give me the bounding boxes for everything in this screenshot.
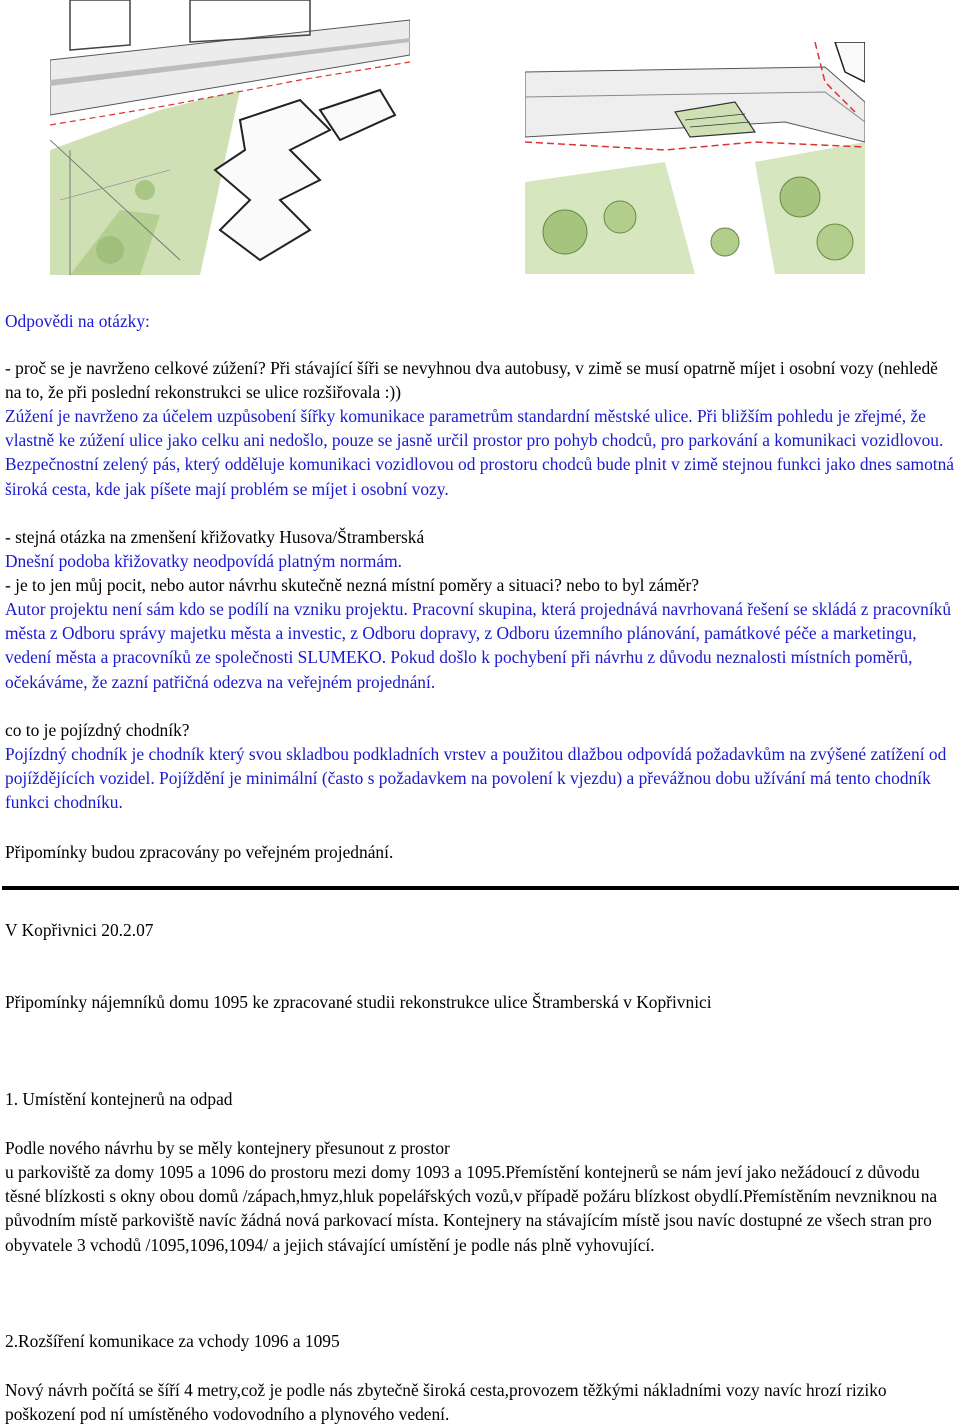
answer-4: Pojízdný chodník je chodník který svou skladbou podkladních vrstev a použitou dlažbou odpovídá požadavkům na zvýšené zatížení od pojíždějících vozidel. Pojíždění je minimální (často s požadavkem na povolení k vjezdu) a převážnou dobu užívání má tento chodník funkci chodníku. [5,744,947,813]
question-4: co to je pojízdný chodník? [5,720,190,740]
answer-2: Dnešní podoba křižovatky neodpovídá platným normám. [5,551,403,571]
question-3: - je to jen můj pocit, nebo autor návrhu skutečně nezná místní poměry a situaci? nebo to byl záměr? [5,575,699,595]
plan-drawing-right [525,42,865,274]
question-2: - stejná otázka na zmenšení křižovatky Husova/Štramberská [5,527,425,547]
answer-1: Zúžení je navrženo za účelem uzpůsobení šířky komunikace parametrům standardní městské ulice. Při bližším pohledu je zřejmé, že vlastně ke zúžení ulice jako celku ani nedošlo, pouze se jasně určil prostor pro pohyb chodců, pro parkování a komunikaci vozidlovou. Bezpečnostní zelený pás, který odděluje komunikaci vozidlovou od prostoru chodců bude plnit v zimě stejnou funkci jako dnes samotná široká cesta, kde jak píšete mají problém se míjet i osobní vozy. [5,406,955,499]
answers-heading: Odpovědi na otázky: [5,311,150,331]
street-plan-sketch-right [525,42,865,274]
place-date: V Kopřivnici 20.2.07 [5,920,154,940]
answer-3: Autor projektu není sám kdo se podílí na vzniku projektu. Pracovní skupina, která projednává navrhovaná řešení se skládá z pracovníků města z Odboru správy majetku města a investic, z Odboru dopravy, z Odboru územního plánování, památkové péče a marketingu, vedení města a pracovníků ze společnosti SLUMEKO. Pokud došlo k pochybení při návrhu z důvodu neznalosti místních poměrů, očekáváme, že zazní patřičná odezva na veřejném projednání. [5,599,952,692]
section-1-intro: Podle nového návrhu by se měly kontejnery přesunout z prostor [5,1138,450,1158]
closing-note: Připomínky budou zpracovány po veřejném projednání. [5,842,394,862]
question-1: - proč se je navrženo celkové zúžení? Při stávající šíři se nevyhnou dva autobusy, v zimě se musí opatrně míjet i osobní vozy (nehledě na to, že při poslední rekonstrukci se ulice rozšiřovala :)) [5,358,938,403]
section-2-heading: 2.Rozšíření komunikace za vchody 1096 a 1095 [5,1331,340,1351]
section-1-body: u parkoviště za domy 1095 a 1096 do prostoru mezi domy 1093 a 1095.Přemístění kontejnerů se nám jeví jako nežádoucí z důvodu těsné blízkosti s okny obou domů /zápach,hmyz,hluk popelářských vozů,v případě požáru blízkost obydlí.Přemístěním nevzniknou na původním místě parkoviště navíc žádná nová parkovací místa. Kontejnery na stávajícím místě jsou navíc dostupné ze všech stran pro obyvatele 3 vchodů /1095,1096,1094/ a jejich stávající umístění je podle nás plně vyhovující. [5,1162,938,1255]
section-1-heading: 1. Umístění kontejnerů na odpad [5,1089,233,1109]
plan-drawing-left [50,0,410,275]
section-2-body: Nový návrh počítá se šíří 4 metry,což je podle nás zbytečně široká cesta,provozem těžkými nákladními vozy navíc hrozí riziko poškození pod ní umístěného vodovodního a plynového vedení. [5,1380,887,1425]
horizontal-divider [2,886,959,890]
document-title: Připomínky nájemníků domu 1095 ke zpracované studii rekonstrukce ulice Štramberská v Kopřivnici [5,992,712,1012]
street-plan-sketch-left [50,0,410,275]
